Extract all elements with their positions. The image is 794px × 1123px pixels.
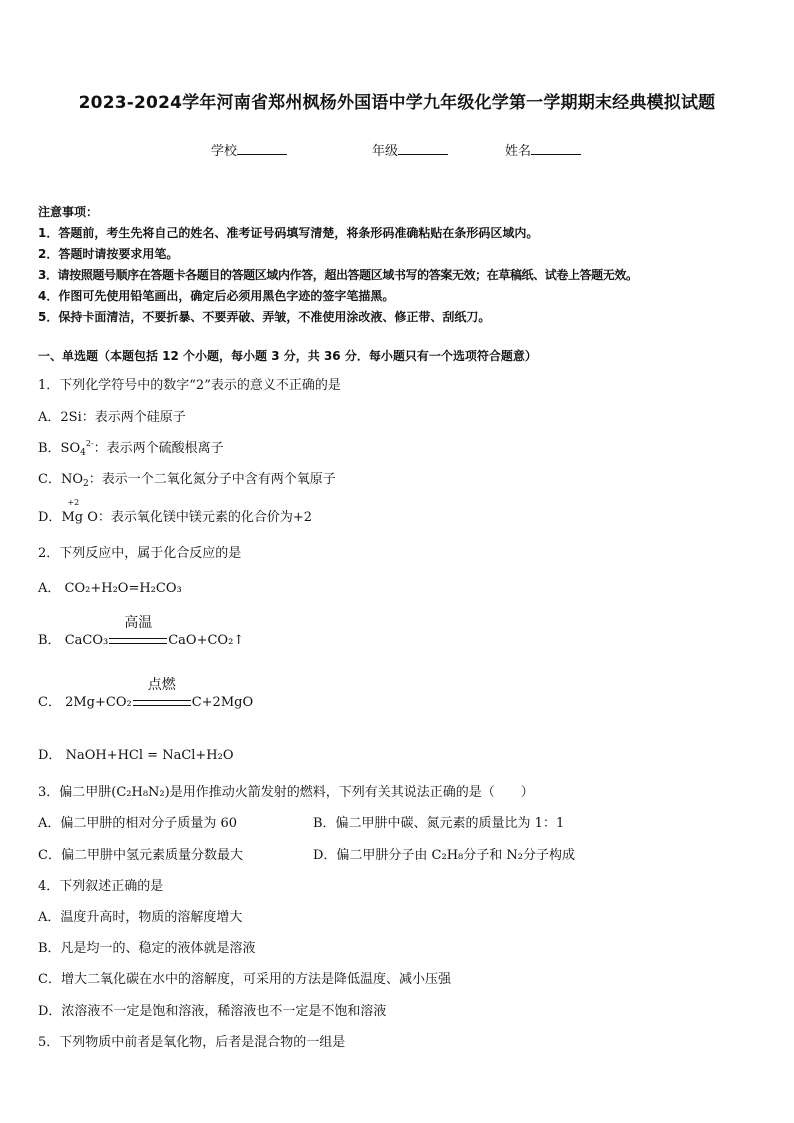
question-2-option-c [38,677,254,710]
question-1-option-d [38,498,313,525]
question-3-option-b: B．偏二甲肼中碳、氮元素的质量比为 1：1 [313,816,565,831]
valence-mark: +2 [67,498,80,507]
so4-subscript: 4 [80,448,86,458]
grade-blank[interactable] [398,142,448,155]
question-3-option-a: A．偏二甲肼的相对分子质量为 60 [38,816,238,831]
option-b-label: B．SO [38,441,81,456]
equation-c-left: 2Mg+CO₂ [65,695,132,710]
student-info-fields [0,140,794,162]
section-heading: 一、单选题（本题包括 12 个小题，每小题 3 分，共 36 分．每小题只有一个选项符合题意） [38,349,537,363]
note-item: 3．请按照题号顺序在答题卡各题目的答题区域内作答，超出答题区域书写的答案无效；在草稿纸、试卷上答题无效。 [38,268,638,282]
name-blank[interactable] [531,142,581,155]
option-d-label: D． [38,748,62,763]
question-3-stem: 3．偏二甲肼(C₂H₈N₂)是用作推动火箭发射的燃料，下列有关其说法正确的是（ ） [38,785,534,800]
double-line [109,638,167,644]
question-2-option-b [38,615,245,648]
question-1-option-a: A．2Si：表示两个硅原子 [38,410,186,425]
question-4-option-c: C．增大二氧化碳在水中的溶解度，可采用的方法是降低温度、减小压强 [38,972,451,987]
question-1-option-c [38,468,336,489]
grade-label: 年级 [372,144,399,159]
option-b-label: B． [38,633,61,648]
so4-superscript: 2- [85,439,94,448]
no2-subscript: 2 [82,479,89,489]
condition-ignite: 点燃 [147,677,176,693]
option-c-label: C． [38,695,61,710]
option-a-label: A． [38,581,61,596]
note-item: 4．作图可先使用铅笔画出，确定后必须用黑色字迹的签字笔描黑。 [38,289,395,303]
school-blank[interactable] [237,142,287,155]
question-2-stem: 2．下列反应中，属于化合反应的是 [38,546,242,561]
option-b-text: ：表示两个硫酸根离子 [93,441,224,456]
question-2-option-a [38,577,182,596]
name-field[interactable] [505,140,581,159]
double-line [133,700,191,706]
option-d-label: D． [38,510,62,525]
option-d-text: ：表示氧化镁中镁元素的化合价为+2 [97,510,313,525]
note-item: 1．答题前，考生先将自己的姓名、准考证号码填写清楚，将条形码准确粘贴在条形码区域内。 [38,226,539,240]
notes-heading: 注意事项： [38,205,99,219]
equation-c-right: C+2MgO [191,695,254,710]
grade-field[interactable] [372,140,448,159]
condition-high-temp: 高温 [124,615,153,631]
option-c-label: C．NO [38,472,83,487]
question-4-stem: 4．下列叙述正确的是 [38,879,164,894]
school-label: 学校 [211,144,238,159]
question-4-option-b: B．凡是均一的、稳定的液体就是溶液 [38,941,256,956]
question-4-option-a: A．温度升高时，物质的溶解度增大 [38,910,243,925]
question-5-stem: 5．下列物质中前者是氧化物，后者是混合物的一组是 [38,1035,346,1050]
school-field[interactable] [211,140,287,159]
note-item: 2．答题时请按要求用笔。 [38,247,179,261]
equation-b-right: CaO+CO₂↑ [168,633,245,648]
notes-block [38,202,768,328]
equation-b-left: CaCO₃ [64,633,109,648]
option-c-text: ：表示一个二氧化氮分子中含有两个氧原子 [88,472,336,487]
mgo-valence-formula [61,498,98,525]
question-2-option-d [38,744,234,763]
page-title: 2023-2024学年河南省郑州枫杨外国语中学九年级化学第一学期期末经典模拟试题 [78,93,716,113]
reaction-condition-arrow [109,615,167,648]
mgo-formula: Mg O [61,510,98,525]
question-3-option-d: D．偏二甲肼分子由 C₂H₈分子和 N₂分子构成 [313,848,575,863]
reaction-condition-arrow [133,677,191,710]
question-1-stem: 1．下列化学符号中的数字“2”表示的意义不正确的是 [38,378,341,393]
equation-d: NaOH+HCl = NaCl+H₂O [65,748,234,763]
question-4-option-d: D．浓溶液不一定是饱和溶液，稀溶液也不一定是不饱和溶液 [38,1004,387,1019]
question-1-option-b [38,437,224,458]
equation-a: CO₂+H₂O=H₂CO₃ [64,581,182,596]
name-label: 姓名 [505,144,532,159]
note-item: 5．保持卡面清洁，不要折暴、不要弄破、弄皱，不准使用涂改液、修正带、刮纸刀。 [38,310,491,324]
question-3-option-c: C．偏二甲肼中氢元素质量分数最大 [38,848,243,863]
